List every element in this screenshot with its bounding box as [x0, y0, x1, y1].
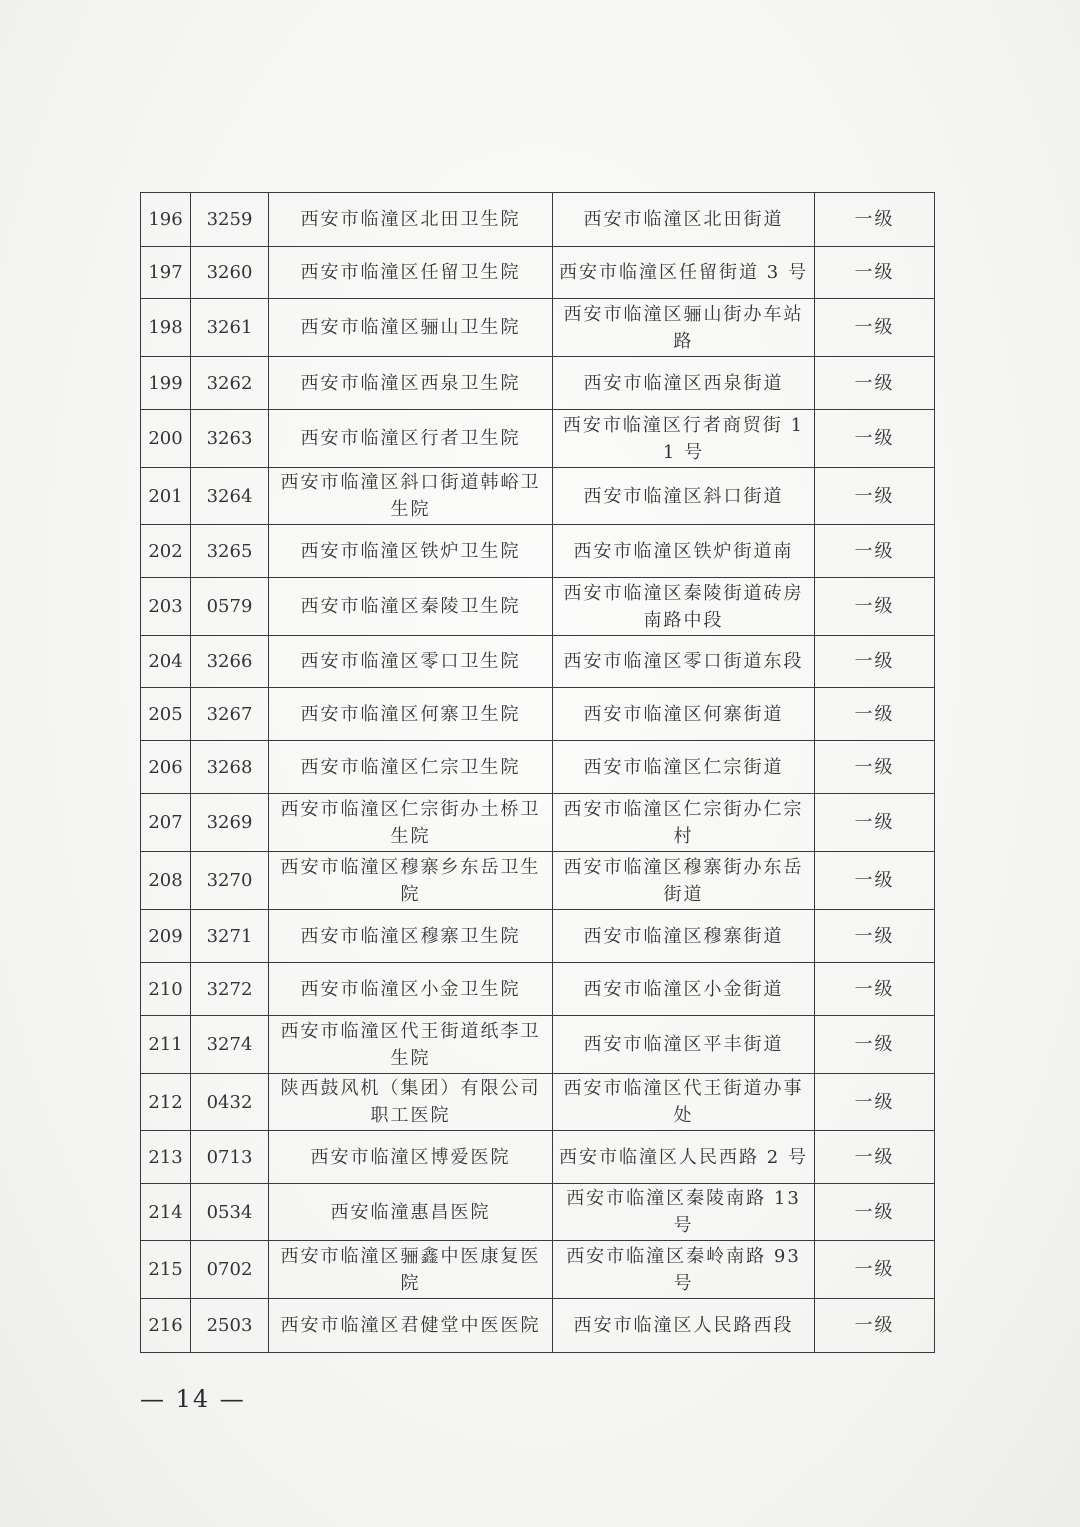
row-number: 216 [141, 1299, 191, 1353]
institution-level: 一级 [815, 636, 935, 688]
institution-address: 西安市临潼区任留街道 3 号 [553, 247, 815, 299]
row-number: 207 [141, 794, 191, 852]
table-row [141, 193, 935, 247]
institution-address: 西安市临潼区零口街道东段 [553, 636, 815, 688]
institution-code: 0432 [191, 1074, 269, 1131]
row-number: 202 [141, 525, 191, 578]
row-number: 197 [141, 247, 191, 299]
hospital-table [140, 192, 935, 1353]
institution-name: 西安市临潼区代王街道纸李卫生院 [269, 1016, 553, 1074]
institution-level: 一级 [815, 193, 935, 247]
institution-code: 3274 [191, 1016, 269, 1074]
institution-name: 西安临潼惠昌医院 [269, 1184, 553, 1241]
institution-code: 0579 [191, 578, 269, 636]
table-row [141, 1131, 935, 1184]
institution-code: 0702 [191, 1241, 269, 1299]
institution-address: 西安市临潼区仁宗街道 [553, 741, 815, 794]
institution-address: 西安市临潼区秦陵街道砖房南路中段 [553, 578, 815, 636]
institution-code: 3268 [191, 741, 269, 794]
table-row [141, 299, 935, 357]
table-row [141, 357, 935, 410]
row-number: 204 [141, 636, 191, 688]
table-row [141, 741, 935, 794]
institution-address: 西安市临潼区骊山街办车站路 [553, 299, 815, 357]
institution-code: 3265 [191, 525, 269, 578]
institution-level: 一级 [815, 578, 935, 636]
institution-name: 西安市临潼区博爱医院 [269, 1131, 553, 1184]
table-row [141, 852, 935, 910]
hospital-table-body [141, 193, 935, 1353]
institution-name: 西安市临潼区君健堂中医医院 [269, 1299, 553, 1353]
institution-code: 2503 [191, 1299, 269, 1353]
institution-name: 西安市临潼区骊鑫中医康复医院 [269, 1241, 553, 1299]
institution-name: 陕西鼓风机（集团）有限公司职工医院 [269, 1074, 553, 1131]
institution-address: 西安市临潼区仁宗街办仁宗村 [553, 794, 815, 852]
institution-address: 西安市临潼区行者商贸街 11 号 [553, 410, 815, 468]
institution-code: 3272 [191, 963, 269, 1016]
institution-name: 西安市临潼区仁宗卫生院 [269, 741, 553, 794]
institution-name: 西安市临潼区斜口街道韩峪卫生院 [269, 468, 553, 525]
institution-level: 一级 [815, 1131, 935, 1184]
institution-name: 西安市临潼区零口卫生院 [269, 636, 553, 688]
institution-level: 一级 [815, 468, 935, 525]
hospital-table-container [140, 192, 934, 1353]
institution-code: 3260 [191, 247, 269, 299]
institution-level: 一级 [815, 247, 935, 299]
institution-level: 一级 [815, 357, 935, 410]
institution-code: 3259 [191, 193, 269, 247]
institution-address: 西安市临潼区西泉街道 [553, 357, 815, 410]
institution-level: 一级 [815, 852, 935, 910]
row-number: 203 [141, 578, 191, 636]
institution-level: 一级 [815, 299, 935, 357]
institution-address: 西安市临潼区秦岭南路 93 号 [553, 1241, 815, 1299]
institution-address: 西安市临潼区人民西路 2 号 [553, 1131, 815, 1184]
table-row [141, 636, 935, 688]
institution-name: 西安市临潼区穆寨卫生院 [269, 910, 553, 963]
institution-address: 西安市临潼区平丰街道 [553, 1016, 815, 1074]
table-row [141, 247, 935, 299]
row-number: 209 [141, 910, 191, 963]
row-number: 214 [141, 1184, 191, 1241]
institution-name: 西安市临潼区铁炉卫生院 [269, 525, 553, 578]
table-row [141, 910, 935, 963]
row-number: 208 [141, 852, 191, 910]
institution-code: 3271 [191, 910, 269, 963]
institution-name: 西安市临潼区西泉卫生院 [269, 357, 553, 410]
row-number: 205 [141, 688, 191, 741]
table-row [141, 1241, 935, 1299]
institution-code: 3269 [191, 794, 269, 852]
table-row [141, 1299, 935, 1353]
table-row [141, 1074, 935, 1131]
table-row [141, 410, 935, 468]
institution-level: 一级 [815, 688, 935, 741]
institution-address: 西安市临潼区铁炉街道南 [553, 525, 815, 578]
institution-address: 西安市临潼区穆寨街道 [553, 910, 815, 963]
row-number: 210 [141, 963, 191, 1016]
institution-level: 一级 [815, 1241, 935, 1299]
institution-address: 西安市临潼区穆寨街办东岳街道 [553, 852, 815, 910]
row-number: 211 [141, 1016, 191, 1074]
institution-code: 3264 [191, 468, 269, 525]
institution-level: 一级 [815, 1074, 935, 1131]
institution-code: 3270 [191, 852, 269, 910]
institution-code: 3267 [191, 688, 269, 741]
institution-level: 一级 [815, 741, 935, 794]
row-number: 201 [141, 468, 191, 525]
institution-name: 西安市临潼区何寨卫生院 [269, 688, 553, 741]
institution-name: 西安市临潼区骊山卫生院 [269, 299, 553, 357]
institution-address: 西安市临潼区斜口街道 [553, 468, 815, 525]
institution-address: 西安市临潼区代王街道办事处 [553, 1074, 815, 1131]
institution-address: 西安市临潼区何寨街道 [553, 688, 815, 741]
row-number: 200 [141, 410, 191, 468]
row-number: 198 [141, 299, 191, 357]
institution-code: 0713 [191, 1131, 269, 1184]
row-number: 199 [141, 357, 191, 410]
institution-level: 一级 [815, 794, 935, 852]
institution-code: 3263 [191, 410, 269, 468]
institution-address: 西安市临潼区北田街道 [553, 193, 815, 247]
row-number: 206 [141, 741, 191, 794]
institution-level: 一级 [815, 963, 935, 1016]
institution-name: 西安市临潼区任留卫生院 [269, 247, 553, 299]
institution-code: 3262 [191, 357, 269, 410]
page-number: — 14 — [140, 1385, 246, 1413]
table-row [141, 688, 935, 741]
institution-code: 3266 [191, 636, 269, 688]
institution-code: 3261 [191, 299, 269, 357]
institution-name: 西安市临潼区穆寨乡东岳卫生院 [269, 852, 553, 910]
table-row [141, 468, 935, 525]
table-row [141, 794, 935, 852]
row-number: 196 [141, 193, 191, 247]
table-row [141, 1016, 935, 1074]
institution-address: 西安市临潼区人民路西段 [553, 1299, 815, 1353]
institution-name: 西安市临潼区北田卫生院 [269, 193, 553, 247]
institution-code: 0534 [191, 1184, 269, 1241]
table-row [141, 963, 935, 1016]
table-row [141, 525, 935, 578]
institution-address: 西安市临潼区秦陵南路 13 号 [553, 1184, 815, 1241]
institution-address: 西安市临潼区小金街道 [553, 963, 815, 1016]
row-number: 215 [141, 1241, 191, 1299]
institution-level: 一级 [815, 1299, 935, 1353]
institution-level: 一级 [815, 1016, 935, 1074]
table-row [141, 578, 935, 636]
institution-name: 西安市临潼区小金卫生院 [269, 963, 553, 1016]
row-number: 213 [141, 1131, 191, 1184]
institution-level: 一级 [815, 910, 935, 963]
institution-level: 一级 [815, 1184, 935, 1241]
institution-name: 西安市临潼区仁宗街办土桥卫生院 [269, 794, 553, 852]
institution-level: 一级 [815, 525, 935, 578]
institution-name: 西安市临潼区行者卫生院 [269, 410, 553, 468]
table-row [141, 1184, 935, 1241]
institution-name: 西安市临潼区秦陵卫生院 [269, 578, 553, 636]
institution-level: 一级 [815, 410, 935, 468]
row-number: 212 [141, 1074, 191, 1131]
